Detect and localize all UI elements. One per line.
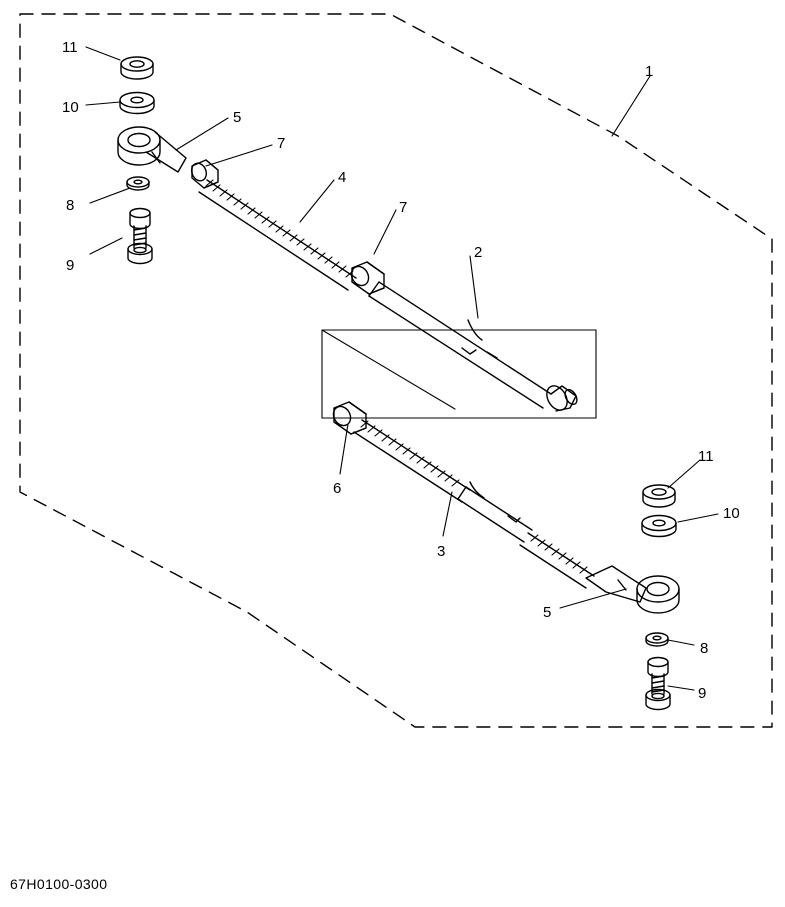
part-5-upper-ball-joint [118, 127, 186, 172]
part-2-sleeve [369, 282, 579, 414]
part-11-upper-nut [121, 57, 153, 79]
part-9-lower-bolt [646, 658, 670, 710]
callout-3: 3 [437, 543, 446, 560]
callout-10-lower: 10 [723, 505, 740, 522]
callout-10-upper: 10 [62, 99, 79, 116]
callout-9-upper: 9 [66, 257, 75, 274]
part-10-lower-washer [642, 516, 676, 537]
callout-11-upper: 11 [62, 39, 78, 56]
part-code-label: 67H0100-0300 [10, 876, 108, 892]
part-9-upper-bolt [128, 209, 152, 264]
part-8-upper-washer [127, 177, 149, 190]
callout-4: 4 [338, 169, 347, 186]
part-3-lower-rod [354, 420, 594, 588]
part-8-lower-washer [646, 633, 668, 646]
callout-8-upper: 8 [66, 197, 75, 214]
callout-1: 1 [645, 63, 654, 80]
callout-9-lower: 9 [698, 685, 707, 702]
callout-11-lower: 11 [698, 448, 714, 465]
detail-callout-box [322, 330, 596, 418]
callout-5-lower: 5 [543, 604, 552, 621]
callout-7-upper-a: 7 [277, 135, 286, 152]
boundary-dashed-outline [20, 14, 772, 727]
part-11-lower-nut [643, 485, 675, 507]
part-5-lower-ball-joint [586, 566, 679, 613]
part-7-upper-nut-b [348, 262, 384, 294]
callout-2: 2 [474, 244, 483, 261]
callout-6: 6 [333, 480, 342, 497]
part-10-upper-washer [120, 93, 154, 114]
leader-lines [86, 47, 718, 690]
callout-7-upper-b: 7 [399, 199, 408, 216]
callout-8-lower: 8 [700, 640, 709, 657]
part-4-threaded-rod [199, 180, 356, 290]
callout-5-upper: 5 [233, 109, 242, 126]
